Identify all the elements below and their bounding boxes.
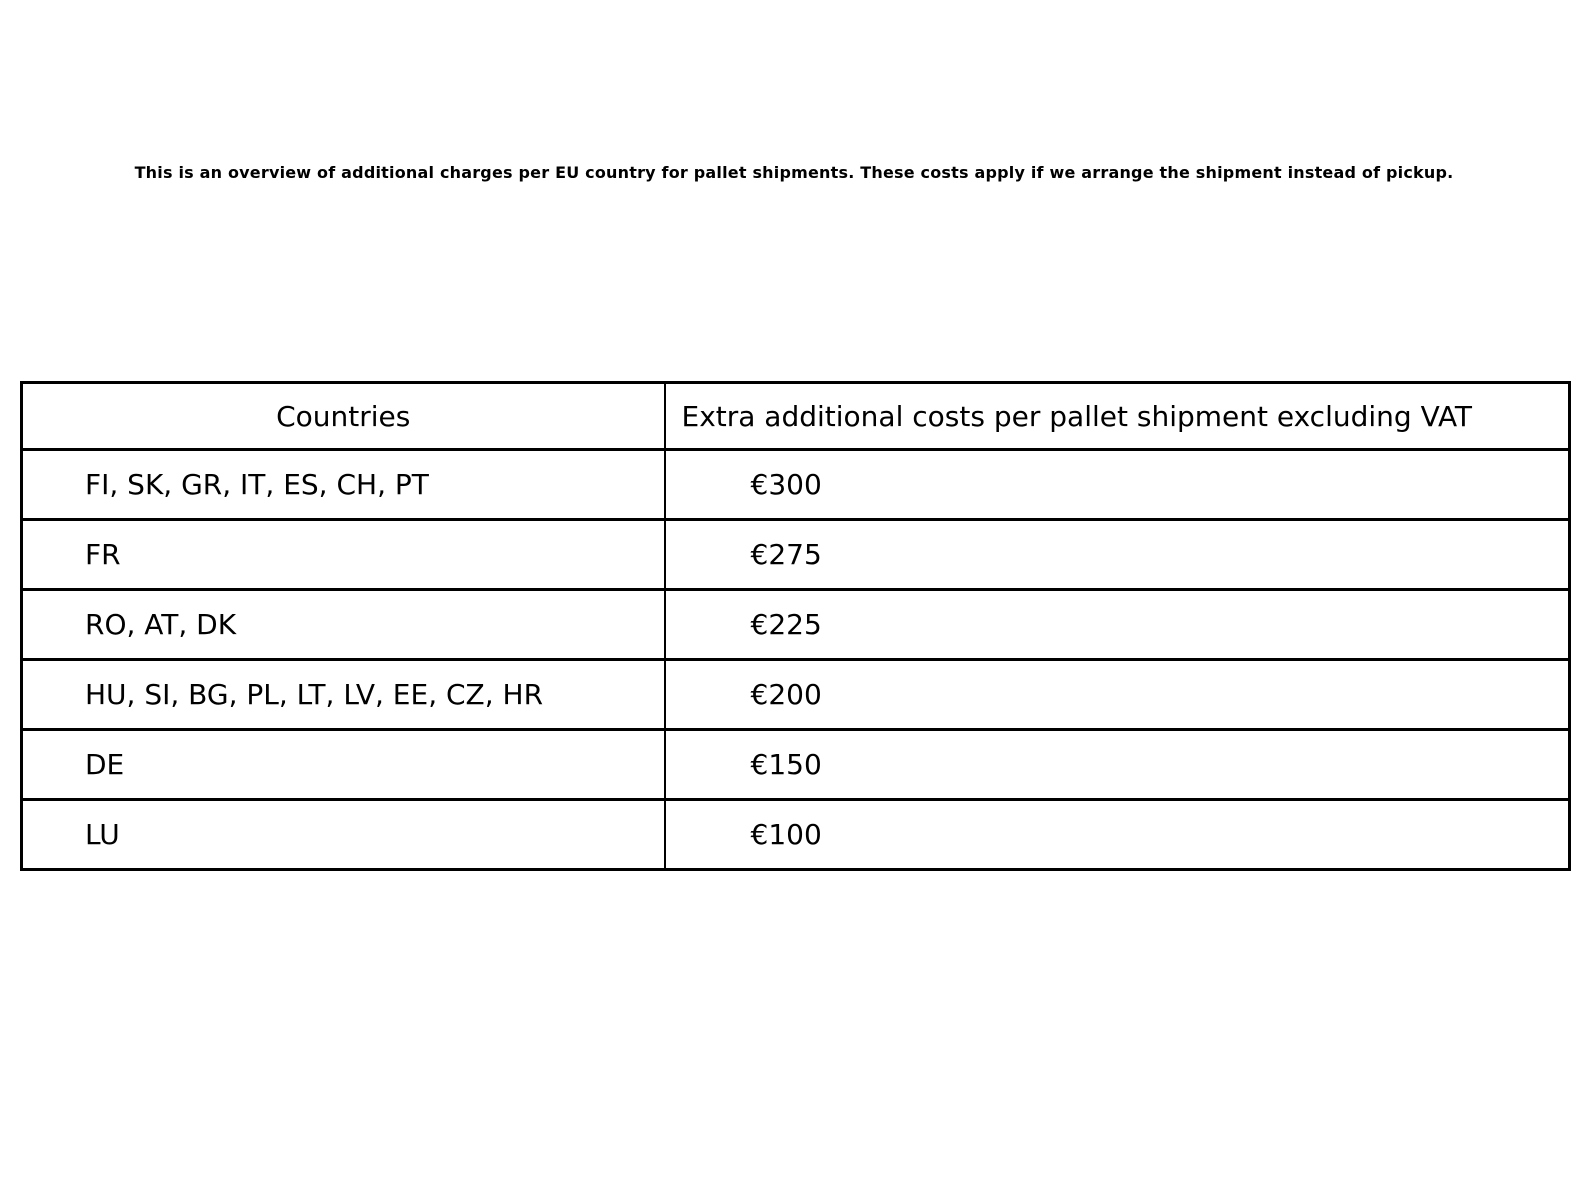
countries-cell: FI, SK, GR, IT, ES, CH, PT [22,450,665,520]
page-title: This is an overview of additional charges per EU country for pallet shipments. These costs apply if we arrange the shipment instead of pickup. [134,163,1454,182]
header-countries: Countries [22,383,665,450]
countries-cell: FR [22,520,665,590]
table-row [22,590,1570,660]
table-row [22,450,1570,520]
header-row [22,383,1570,450]
table-row [22,660,1570,730]
cost-cell: €275 [665,520,1570,590]
cost-cell: €225 [665,590,1570,660]
countries-cell: DE [22,730,665,800]
charges-table [20,381,1571,871]
cost-cell: €150 [665,730,1570,800]
countries-cell: RO, AT, DK [22,590,665,660]
table-row [22,800,1570,870]
table-row [22,520,1570,590]
cost-cell: €300 [665,450,1570,520]
cost-cell: €200 [665,660,1570,730]
table-header [22,383,1570,450]
header-cost: Extra additional costs per pallet shipment excluding VAT [665,383,1570,450]
table-row [22,730,1570,800]
table-body [22,450,1570,870]
cost-cell: €100 [665,800,1570,870]
countries-cell: LU [22,800,665,870]
countries-cell: HU, SI, BG, PL, LT, LV, EE, CZ, HR [22,660,665,730]
